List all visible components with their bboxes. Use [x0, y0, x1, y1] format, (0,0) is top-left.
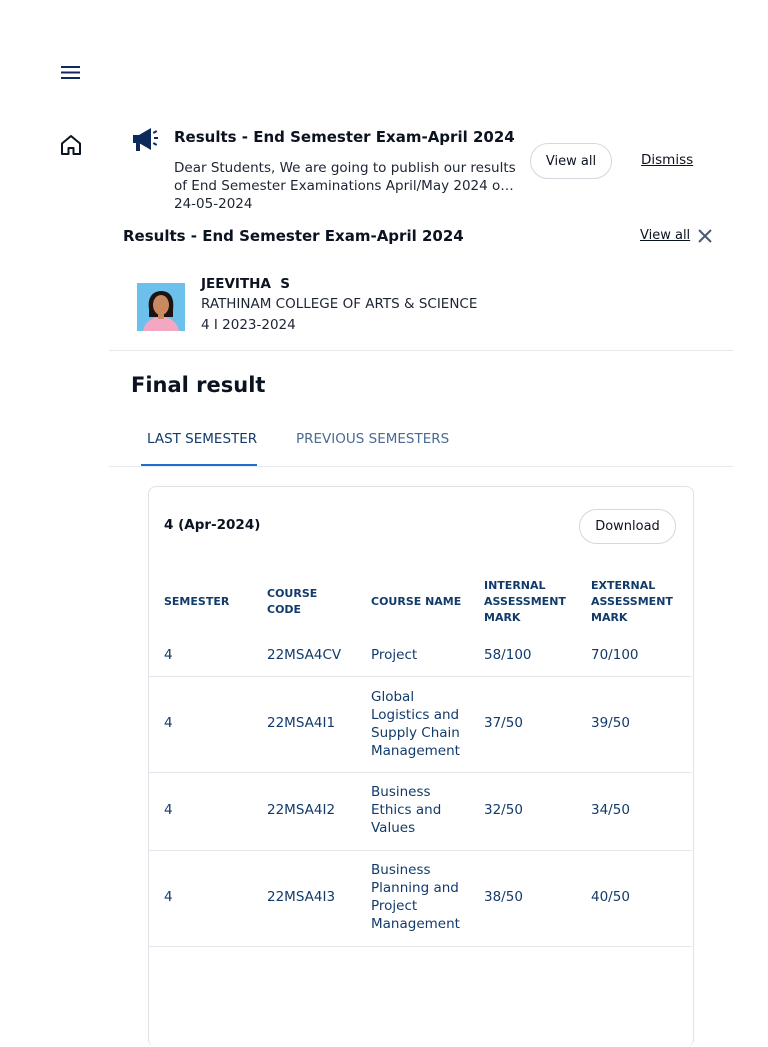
student-college: RATHINAM COLLEGE OF ARTS & SCIENCE	[201, 296, 478, 312]
cell-course-code: 22MSA4CV	[267, 647, 342, 663]
cell-course-name: Global Logistics and Supply Chain Management	[371, 689, 460, 759]
download-button[interactable]: Download	[579, 509, 676, 544]
column-header-course-name: COURSE NAME	[371, 595, 462, 608]
cell-external-mark: 40/50	[591, 889, 630, 905]
column-header-internal-mark: INTERNAL ASSESSMENT MARK	[484, 579, 566, 624]
home-icon	[59, 133, 83, 157]
cell-internal-mark: 38/50	[484, 889, 523, 905]
cell-semester: 4	[164, 889, 173, 905]
announcement-body: Dear Students, We are going to publish our results of End Semester Examinations April/May 2024 on 24-05-2024	[174, 160, 516, 212]
close-button[interactable]	[697, 228, 713, 244]
tab-previous-semesters[interactable]: PREVIOUS SEMESTERS	[296, 431, 450, 447]
result-card	[148, 486, 694, 1047]
cell-course-code: 22MSA4I2	[267, 802, 336, 818]
tabs-divider	[109, 466, 733, 467]
student-semester-year: 4 I 2023-2024	[201, 317, 296, 333]
cell-course-name: Project	[371, 647, 418, 663]
final-result-title: Final result	[131, 373, 266, 397]
row-divider	[149, 946, 692, 947]
cell-internal-mark: 32/50	[484, 802, 523, 818]
cell-course-name: Business Planning and Project Management	[371, 862, 460, 932]
announcement-view-all-button[interactable]: View all	[530, 143, 612, 179]
results-view-all-link[interactable]: View all	[640, 228, 691, 243]
cell-semester: 4	[164, 802, 173, 818]
close-icon	[697, 228, 713, 244]
hamburger-menu-button[interactable]	[60, 62, 82, 82]
column-header-course-code: COURSE CODE	[267, 587, 318, 616]
cell-internal-mark: 58/100	[484, 647, 532, 663]
results-section-title: Results - End Semester Exam-April 2024	[123, 227, 464, 245]
cell-course-name: Business Ethics and Values	[371, 784, 442, 836]
cell-course-code: 22MSA4I3	[267, 889, 336, 905]
dismiss-link[interactable]: Dismiss	[641, 152, 694, 168]
megaphone-icon	[131, 126, 165, 154]
cell-course-code: 22MSA4I1	[267, 715, 336, 731]
cell-semester: 4	[164, 647, 173, 663]
cell-external-mark: 34/50	[591, 802, 630, 818]
tab-last-semester[interactable]: LAST SEMESTER	[147, 431, 258, 447]
cell-external-mark: 39/50	[591, 715, 630, 731]
cell-internal-mark: 37/50	[484, 715, 523, 731]
home-button[interactable]	[59, 133, 83, 157]
hamburger-menu-icon	[60, 62, 82, 82]
row-divider	[149, 850, 692, 851]
cell-semester: 4	[164, 715, 173, 731]
row-divider	[149, 772, 692, 773]
result-term: 4 (Apr-2024)	[164, 517, 261, 533]
student-name: JEEVITHA S	[201, 276, 291, 292]
column-header-semester: SEMESTER	[164, 595, 230, 608]
column-header-external-mark: EXTERNAL ASSESSMENT MARK	[591, 579, 673, 624]
announcement-title: Results - End Semester Exam-April 2024	[174, 128, 515, 146]
row-divider	[149, 676, 692, 677]
cell-external-mark: 70/100	[591, 647, 639, 663]
divider	[109, 350, 733, 351]
student-avatar	[137, 283, 185, 331]
